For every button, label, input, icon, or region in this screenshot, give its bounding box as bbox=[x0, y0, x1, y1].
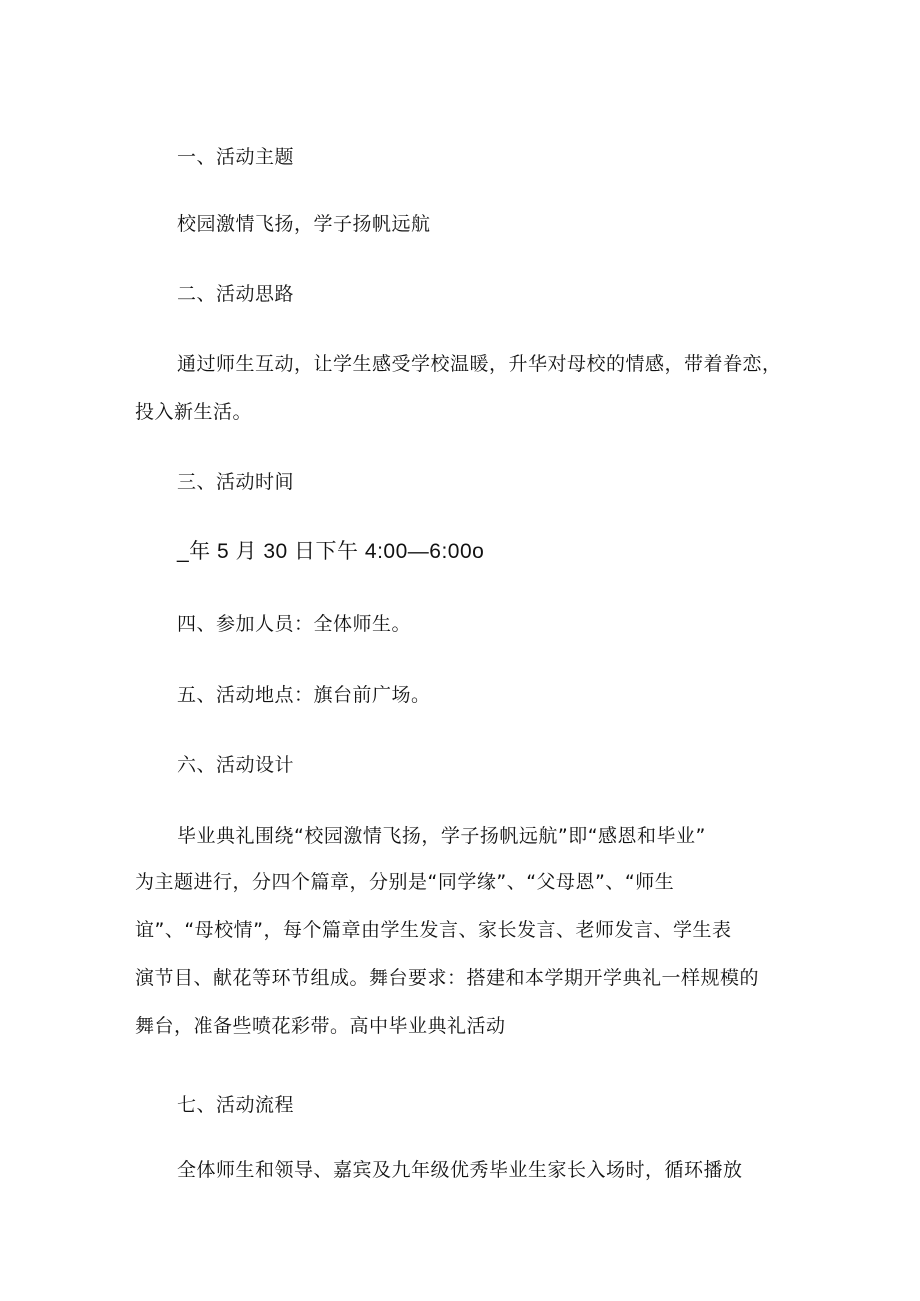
section-heading-design: 六、活动设计 bbox=[177, 754, 295, 776]
section-heading-location: 五、活动地点：旗台前广场。 bbox=[177, 684, 431, 706]
idea-text-line-1: 通过师生互动，让学生感受学校温暖，升华对母校的情感，带着眷恋， bbox=[177, 353, 782, 375]
section-heading-theme: 一、活动主题 bbox=[177, 146, 295, 168]
section-heading-idea: 二、活动思路 bbox=[177, 283, 295, 305]
design-text-line-1: 毕业典礼围绕“校园激情飞扬，学子扬帆远航”即“感恩和毕业” bbox=[177, 825, 706, 847]
design-text-line-4: 演节目、献花等环节组成。舞台要求：搭建和本学期开学典礼一样规模的 bbox=[135, 967, 760, 989]
section-heading-process: 七、活动流程 bbox=[177, 1094, 295, 1116]
time-text: _年 5 月 30 日下午 4:00—6:00o bbox=[177, 540, 485, 563]
section-heading-time: 三、活动时间 bbox=[177, 471, 295, 493]
design-text-line-2: 为主题进行，分四个篇章，分别是“同学缘”、“父母恩”、“师生 bbox=[135, 871, 675, 893]
section-heading-participants: 四、参加人员：全体师生。 bbox=[177, 613, 412, 635]
idea-text-line-2: 投入新生活。 bbox=[135, 401, 253, 423]
design-text-line-5: 舞台，准备些喷花彩带。高中毕业典礼活动 bbox=[135, 1015, 506, 1037]
process-text-line-1: 全体师生和领导、嘉宾及九年级优秀毕业生家长入场时，循环播放 bbox=[177, 1159, 743, 1181]
design-text-line-3: 谊”、“母校情”，每个篇章由学生发言、家长发言、老师发言、学生表 bbox=[135, 919, 732, 941]
theme-text: 校园激情飞扬，学子扬帆远航 bbox=[177, 213, 431, 235]
